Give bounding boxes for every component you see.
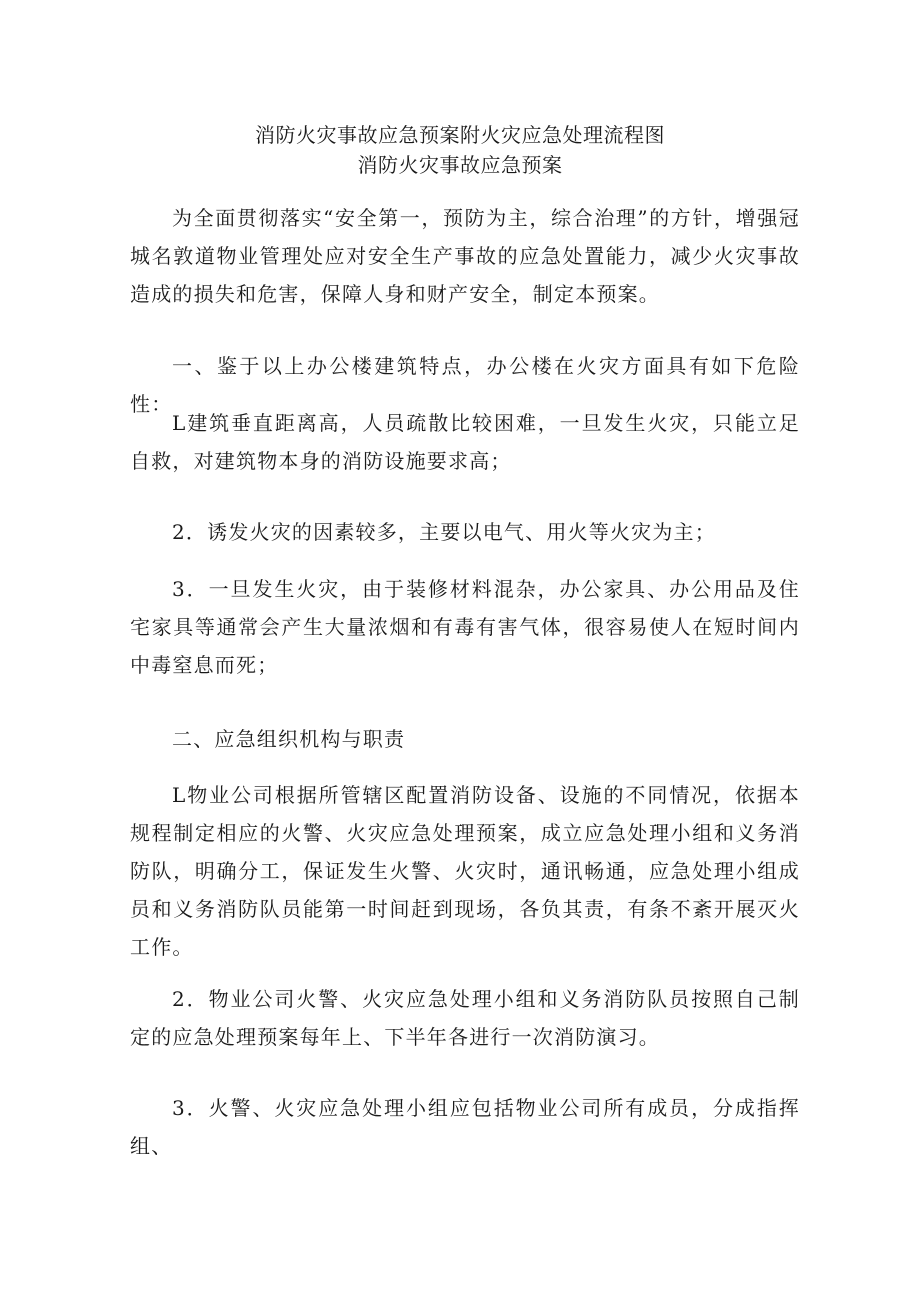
- document-subtitle: 消防火灾事故应急预案: [357, 153, 563, 177]
- paragraph-section-2-heading: 二、应急组织机构与职责: [172, 727, 406, 751]
- paragraph-section-1-item-2: 2．诱发火灾的因素较多，主要以电气、用火等火灾为主；: [172, 520, 716, 544]
- paragraph-section-2-item-1: L物业公司根据所管辖区配置消防设备、设施的不同情况，依据本规程制定相应的火警、火灾应急处理预案，成立应急处理小组和义务消防队，明确分工，保证发生火警、火灾时，通讯畅通，应急处理小组成员和义务消防队员能第一时间赶到现场，各负其责，有条不紊开展灭火工作。: [130, 783, 800, 959]
- paragraph-intro: 为全面贯彻落实“安全第一，预防为主，综合治理”的方针，增强冠城名敦道物业管理处应对安全生产事故的应急处置能力，减少火灾事故造成的损失和危害，保障人身和财产安全，制定本预案。: [130, 206, 800, 306]
- title-block: [0, 120, 920, 180]
- document-title: 消防火灾事故应急预案附火灾应急处理流程图: [255, 123, 665, 147]
- paragraph-section-2-item-3: 3．火警、火灾应急处理小组应包括物业公司所有成员，分成指挥组、: [130, 1096, 800, 1158]
- paragraph-section-2-item-2: 2．物业公司火警、火灾应急处理小组和义务消防队员按照自己制定的应急处理预案每年上、下半年各进行一次消防演习。: [130, 987, 800, 1049]
- paragraph-section-1-item-3: 3．一旦发生火灾，由于装修材料混杂，办公家具、办公用品及住宅家具等通常会产生大量浓烟和有毒有害气体，很容易使人在短时间内中毒窒息而死；: [130, 577, 800, 677]
- paragraph-section-1-heading: 一、鉴于以上办公楼建筑特点，办公楼在火灾方面具有如下危险性：: [130, 354, 800, 416]
- paragraph-section-1-item-1: L建筑垂直距离高，人员疏散比较困难，一旦发生火灾，只能立足自救，对建筑物本身的消防设施要求高；: [130, 411, 800, 473]
